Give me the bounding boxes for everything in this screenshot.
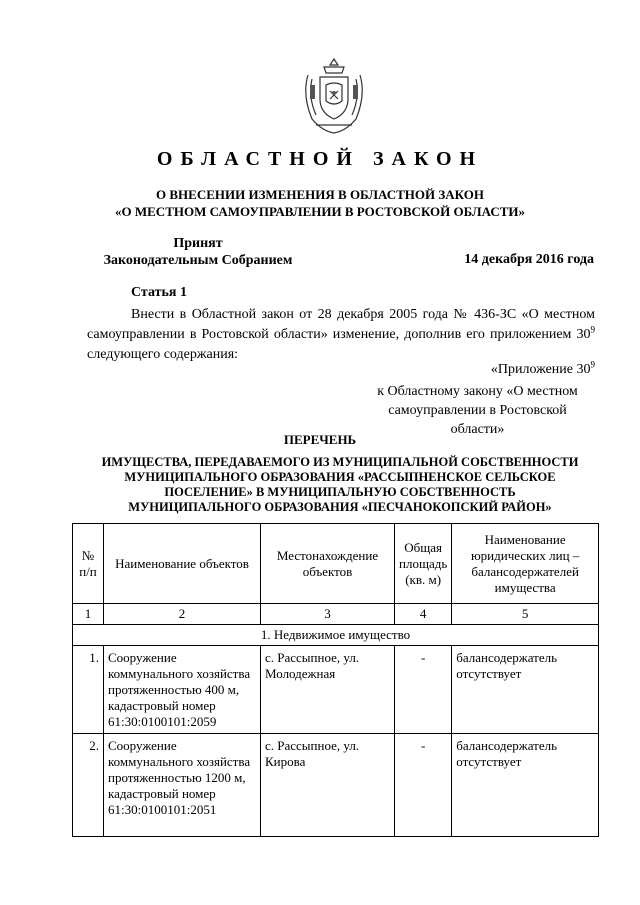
column-number: 1 xyxy=(73,604,104,625)
row-number: 1. xyxy=(73,646,104,734)
list-heading-line: МУНИЦИПАЛЬНОГО ОБРАЗОВАНИЯ «ПЕСЧАНОКОПСКИЙ РАЙОН» xyxy=(128,500,552,514)
table-row xyxy=(73,734,599,837)
list-heading-line: МУНИЦИПАЛЬНОГО ОБРАЗОВАНИЯ «РАССЫПНЕНСКОЕ СЕЛЬСКОЕ xyxy=(124,470,556,484)
list-heading-line: ИМУЩЕСТВА, ПЕРЕДАВАЕМОГО ИЗ МУНИЦИПАЛЬНОЙ СОБСТВЕННОСТИ xyxy=(101,455,579,469)
property-table xyxy=(72,523,599,837)
object-location: с. Рассыпное, ул. Кирова xyxy=(261,734,395,837)
subtitle-line: О ВНЕСЕНИИ ИЗМЕНЕНИЯ В ОБЛАСТНОЙ ЗАКОН xyxy=(156,187,484,202)
object-name: Сооружение коммунального хозяйства протяженностью 400 м, кадастровый номер 61:30:0100101:2059 xyxy=(104,646,261,734)
appendix-reference xyxy=(360,382,595,439)
column-header-name: Наименование объектов xyxy=(104,524,261,604)
list-title: ПЕРЕЧЕНЬ xyxy=(283,432,357,447)
column-number-row xyxy=(73,604,599,625)
appendix-label-text: «Приложение 30 xyxy=(490,362,591,377)
appendix-label-sup: 9 xyxy=(590,359,595,370)
column-number: 3 xyxy=(261,604,395,625)
list-heading xyxy=(70,455,610,515)
article-text-part: Внести в Областной закон от 28 декабря 2005 года № 436-ЗС «О местном самоуправлении в Ростовской области» изменение, дополнив его приложением 30 xyxy=(87,307,595,342)
law-subtitle xyxy=(0,186,640,220)
adoption-block xyxy=(93,235,303,269)
column-header-number: № п/п xyxy=(73,524,104,604)
column-number: 2 xyxy=(104,604,261,625)
column-number: 5 xyxy=(452,604,599,625)
section-row xyxy=(73,625,599,646)
balance-holder: балансодержатель отсутствует xyxy=(452,646,599,734)
adopted-label: Принят xyxy=(173,236,223,251)
column-header-area: Общая площадь (кв. м) xyxy=(395,524,452,604)
article-text xyxy=(87,305,595,365)
column-header-holder: Наименование юридических лиц – балансодержателей имущества xyxy=(452,524,599,604)
appendix-label xyxy=(300,359,595,378)
adopted-by: Законодательным Собранием xyxy=(103,253,293,268)
object-area: - xyxy=(395,646,452,734)
adoption-date: 14 декабря 2016 года xyxy=(464,252,594,267)
subtitle-line: «О МЕСТНОМ САМОУПРАВЛЕНИИ В РОСТОВСКОЙ ОБЛАСТИ» xyxy=(115,204,525,219)
balance-holder: балансодержатель отсутствует xyxy=(452,734,599,837)
table-row xyxy=(73,646,599,734)
appendix-ref-line: к Областному закону «О местном xyxy=(377,384,578,399)
object-area: - xyxy=(395,734,452,837)
object-name: Сооружение коммунального хозяйства протяженностью 1200 м, кадастровый номер 61:30:0100101:2051 xyxy=(104,734,261,837)
article-title: Статья 1 xyxy=(131,285,187,300)
column-number: 4 xyxy=(395,604,452,625)
column-header-location: Местонахождение объектов xyxy=(261,524,395,604)
object-location: с. Рассыпное, ул. Молодежная xyxy=(261,646,395,734)
row-number: 2. xyxy=(73,734,104,837)
coat-of-arms-emblem xyxy=(300,55,368,137)
appendix-ref-line: самоуправлении в Ростовской области» xyxy=(388,403,567,437)
article-text-part: следующего содержания: xyxy=(87,347,239,362)
section-title: 1. Недвижимое имущество xyxy=(73,625,599,646)
table-header-row xyxy=(73,524,599,604)
article-text-sup: 9 xyxy=(590,324,595,335)
list-heading-line: ПОСЕЛЕНИЕ» В МУНИЦИПАЛЬНУЮ СОБСТВЕННОСТЬ xyxy=(164,485,516,499)
law-title: ОБЛАСТНОЙ ЗАКОН xyxy=(156,148,484,170)
